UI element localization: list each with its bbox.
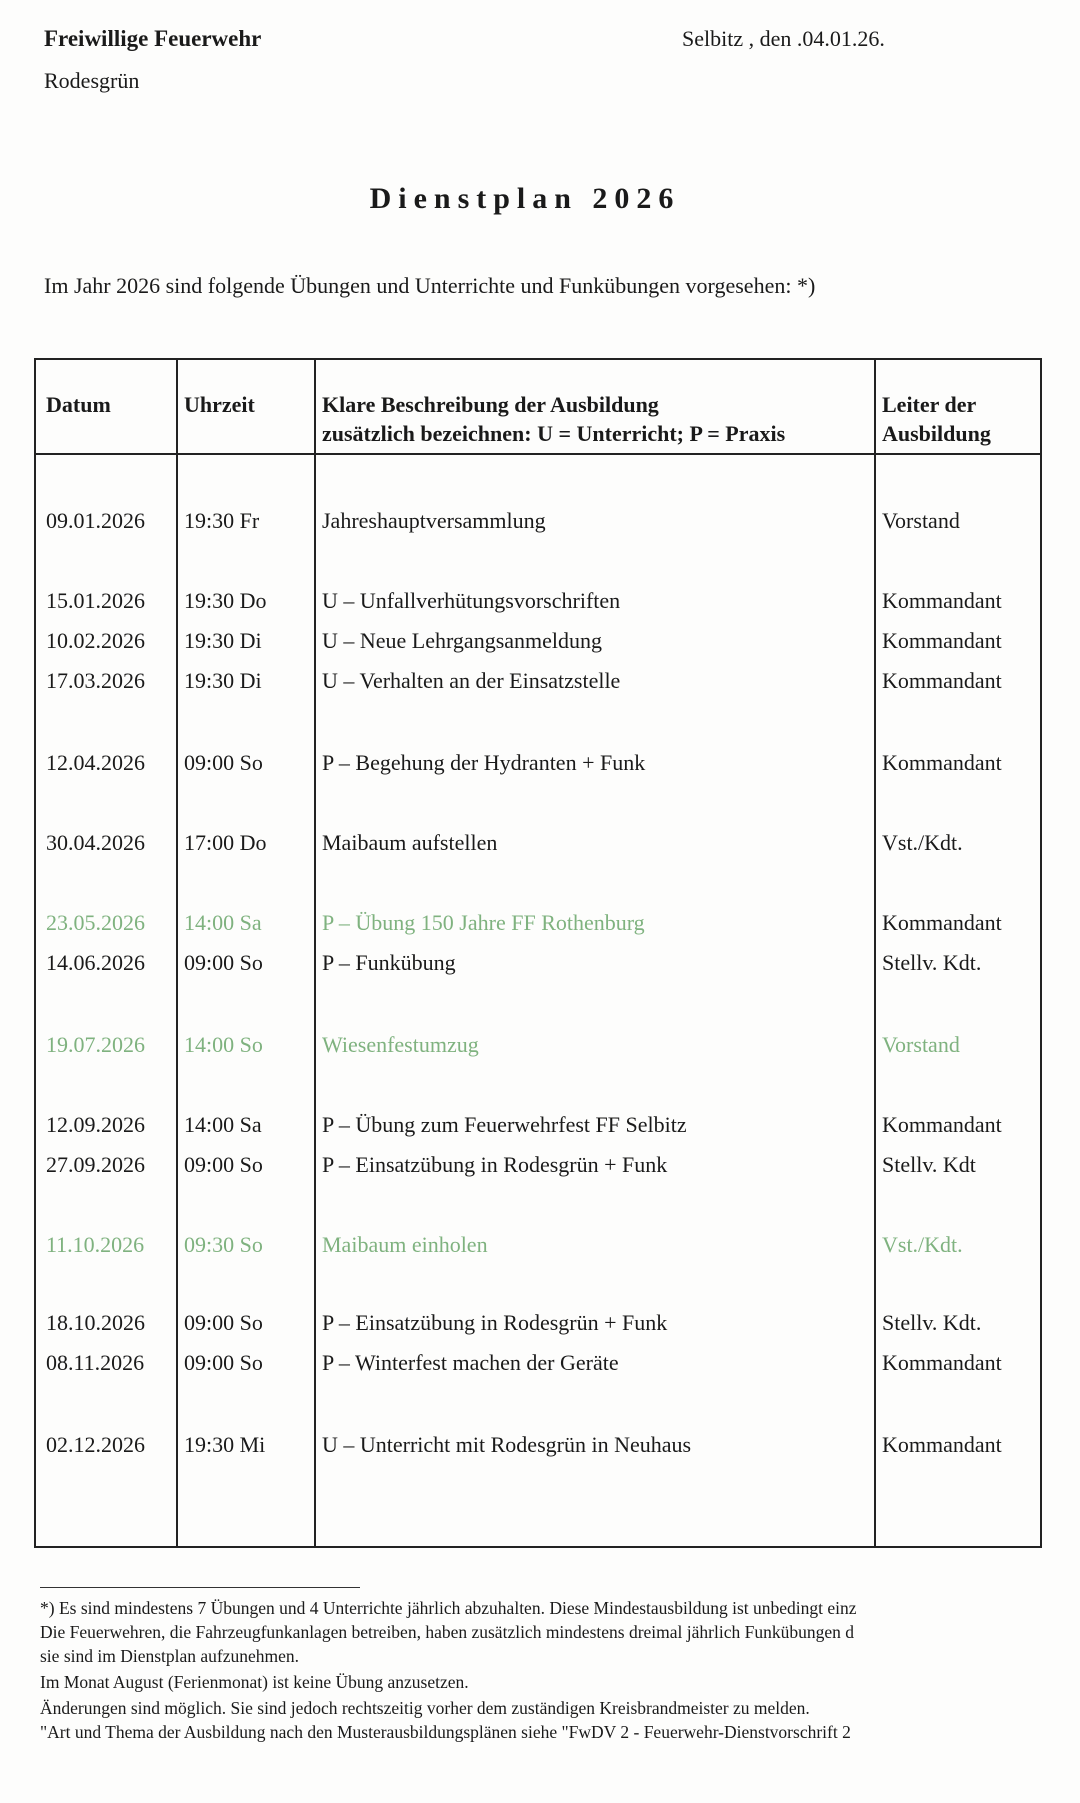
row-description: Wiesenfestumzug [322, 1032, 479, 1057]
table-row [36, 910, 1040, 940]
row-time: 19:30 Mi [184, 1432, 266, 1457]
row-description: P – Übung zum Feuerwehrfest FF Selbitz [322, 1112, 687, 1137]
row-date: 12.04.2026 [46, 750, 145, 775]
row-leader: Kommandant [882, 588, 1002, 613]
row-description: U – Neue Lehrgangsanmeldung [322, 628, 603, 653]
row-description: Maibaum einholen [322, 1232, 488, 1257]
header-description-line2: zusätzlich bezeichnen: U = Unterricht; P = Praxis [322, 421, 786, 446]
row-description: Maibaum aufstellen [322, 830, 498, 855]
footnote-line: Die Feuerwehren, die Fahrzeugfunkanlagen betreiben, haben zusätzlich mindestens dreimal jährlich Funkübungen d [40, 1622, 854, 1642]
table-row [36, 830, 1040, 860]
row-leader: Kommandant [882, 628, 1002, 653]
row-leader: Kommandant [882, 910, 1002, 935]
row-time: 09:00 So [184, 950, 263, 975]
row-leader: Vst./Kdt. [882, 1232, 963, 1257]
footnote-line: Im Monat August (Ferienmonat) ist keine Übung anzusetzen. [40, 1672, 469, 1692]
row-time: 19:30 Di [184, 668, 262, 693]
row-description: Jahreshauptversammlung [322, 508, 546, 533]
row-leader: Vorstand [882, 1032, 960, 1057]
row-time: 14:00 Sa [184, 910, 262, 935]
row-description: P – Winterfest machen der Geräte [322, 1350, 619, 1375]
row-time: 09:30 So [184, 1232, 263, 1257]
row-leader: Kommandant [882, 668, 1002, 693]
footnote-line: "Art und Thema der Ausbildung nach den Musterausbildungsplänen siehe "FwDV 2 - Feuerwehr-Dienstvorschrift 2 [40, 1722, 851, 1742]
table-row [36, 1310, 1040, 1340]
row-time: 09:00 So [184, 1152, 263, 1177]
footnote-line: *) Es sind mindestens 7 Übungen und 4 Unterrichte jährlich abzuhalten. Diese Mindestausbildung ist unbedingt einz [40, 1598, 857, 1618]
row-time: 19:30 Di [184, 628, 262, 653]
table-row [36, 628, 1040, 658]
row-date: 10.02.2026 [46, 628, 145, 653]
row-description: P – Funkübung [322, 950, 456, 975]
header-description [322, 390, 785, 448]
row-time: 09:00 So [184, 1350, 263, 1375]
row-date: 14.06.2026 [46, 950, 145, 975]
place-and-date: Selbitz , den .04.01.26. [682, 26, 885, 51]
row-time: 14:00 So [184, 1032, 263, 1057]
row-date: 15.01.2026 [46, 588, 145, 613]
row-date: 30.04.2026 [46, 830, 145, 855]
row-time: 14:00 Sa [184, 1112, 262, 1137]
organization-location: Rodesgrün [44, 68, 140, 93]
row-description: U – Unterricht mit Rodesgrün in Neuhaus [322, 1432, 692, 1457]
table-row [36, 508, 1040, 538]
row-leader: Vst./Kdt. [882, 830, 963, 855]
table-row [36, 668, 1040, 698]
row-date: 11.10.2026 [46, 1232, 145, 1257]
schedule-table [34, 358, 1042, 1548]
footnote-line: Änderungen sind möglich. Sie sind jedoch rechtszeitig vorher dem zuständigen Kreisbrandmeister zu melden. [40, 1698, 810, 1718]
row-date: 18.10.2026 [46, 1310, 145, 1335]
footnote-divider [40, 1587, 360, 1588]
row-date: 08.11.2026 [46, 1350, 145, 1375]
table-row [36, 1152, 1040, 1182]
row-leader: Kommandant [882, 1350, 1002, 1375]
row-date: 12.09.2026 [46, 1112, 145, 1137]
row-leader: Kommandant [882, 1112, 1002, 1137]
table-row [36, 1432, 1040, 1462]
table-row [36, 1350, 1040, 1380]
row-time: 19:30 Fr [184, 508, 260, 533]
header-leader-line2: Ausbildung [882, 421, 991, 446]
row-time: 09:00 So [184, 1310, 263, 1335]
row-leader: Kommandant [882, 1432, 1002, 1457]
row-date: 19.07.2026 [46, 1032, 145, 1057]
table-row [36, 588, 1040, 618]
row-time: 17:00 Do [184, 830, 267, 855]
row-leader: Vorstand [882, 508, 960, 533]
row-date: 09.01.2026 [46, 508, 145, 533]
table-row [36, 1112, 1040, 1142]
header-date: Datum [46, 392, 111, 417]
header-leader [882, 390, 991, 448]
row-description: P – Einsatzübung in Rodesgrün + Funk [322, 1152, 668, 1177]
row-description: U – Unfallverhütungsvorschriften [322, 588, 621, 613]
organization-name: Freiwillige Feuerwehr [44, 26, 262, 51]
intro-text: Im Jahr 2026 sind folgende Übungen und Unterrichte und Funkübungen vorgesehen: *) [44, 273, 816, 298]
document-title: Dienstplan 2026 [369, 182, 681, 215]
row-date: 27.09.2026 [46, 1152, 145, 1177]
row-date: 23.05.2026 [46, 910, 145, 935]
table-row [36, 1232, 1040, 1262]
row-leader: Kommandant [882, 750, 1002, 775]
row-time: 09:00 So [184, 750, 263, 775]
table-row [36, 1032, 1040, 1062]
table-row [36, 750, 1040, 780]
row-description: P – Übung 150 Jahre FF Rothenburg [322, 910, 645, 935]
table-row [36, 950, 1040, 980]
header-leader-line1: Leiter der [882, 392, 977, 417]
row-date: 17.03.2026 [46, 668, 145, 693]
header-description-line1: Klare Beschreibung der Ausbildung [322, 392, 659, 417]
row-leader: Stellv. Kdt [882, 1152, 976, 1177]
row-leader: Stellv. Kdt. [882, 950, 982, 975]
row-description: P – Einsatzübung in Rodesgrün + Funk [322, 1310, 668, 1335]
header-divider [36, 453, 1040, 455]
row-date: 02.12.2026 [46, 1432, 145, 1457]
row-description: P – Begehung der Hydranten + Funk [322, 750, 646, 775]
footnote-line: sie sind im Dienstplan aufzunehmen. [40, 1646, 300, 1666]
header-time: Uhrzeit [184, 392, 255, 417]
row-time: 19:30 Do [184, 588, 267, 613]
row-description: U – Verhalten an der Einsatzstelle [322, 668, 621, 693]
row-leader: Stellv. Kdt. [882, 1310, 982, 1335]
